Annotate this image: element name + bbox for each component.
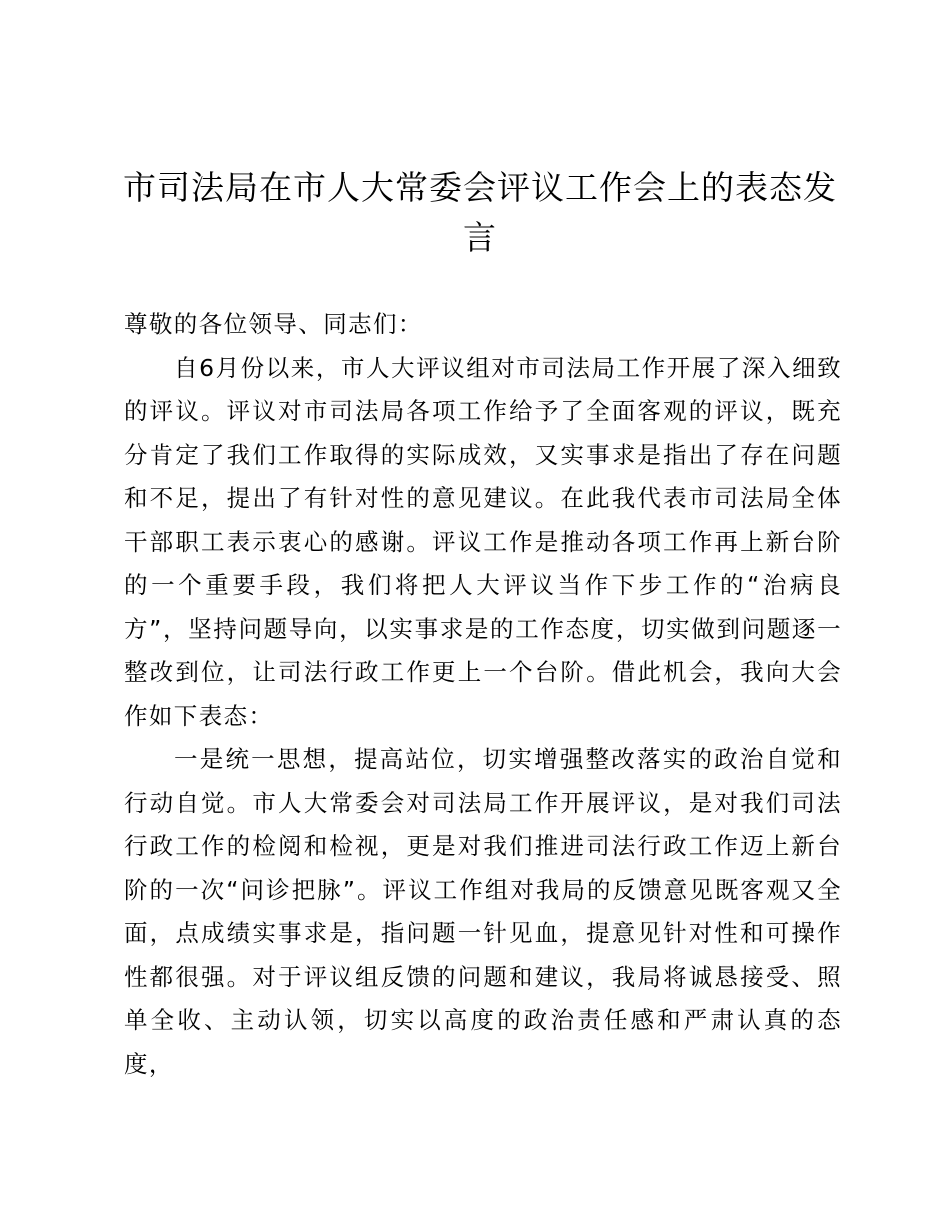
salutation: 尊敬的各位领导、同志们：	[124, 310, 423, 338]
paragraph-2: 一是统一思想，提高站位，切实增强整改落实的政治自觉和行动自觉。市人大常委会对司法局工作开展评议，是对我们司法行政工作的检阅和检视，更是对我们推进司法行政工作迈上新台阶的一次“问诊把脉”。评议工作组对我局的反馈意见既客观又全面，点成绩实事求是，指问题一针见血，提意见针对性和可操作性都很强。对于评议组反馈的问题和建议，我局将诚恳接受、照单全收、主动认领，切实以高度的政治责任感和严肃认真的态度，	[124, 745, 842, 1078]
document-title: 市司法局在市人大常委会评议工作会上的表态发言	[123, 168, 837, 257]
document-body	[124, 303, 842, 1086]
paragraph-1: 自6月份以来，市人大评议组对市司法局工作开展了深入细致的评议。评议对市司法局各项工作给予了全面客观的评议，既充分肯定了我们工作取得的实际成效，又实事求是指出了存在问题和不足，提出了有针对性的意见建议。在此我代表市司法局全体干部职工表示衷心的感谢。评议工作是推动各项工作再上新台阶的一个重要手段，我们将把人大评议当作下步工作的“治病良方”，坚持问题导向，以实事求是的工作态度，切实做到问题逐一整改到位，让司法行政工作更上一个台阶。借此机会，我向大会作如下表态：	[124, 353, 842, 730]
